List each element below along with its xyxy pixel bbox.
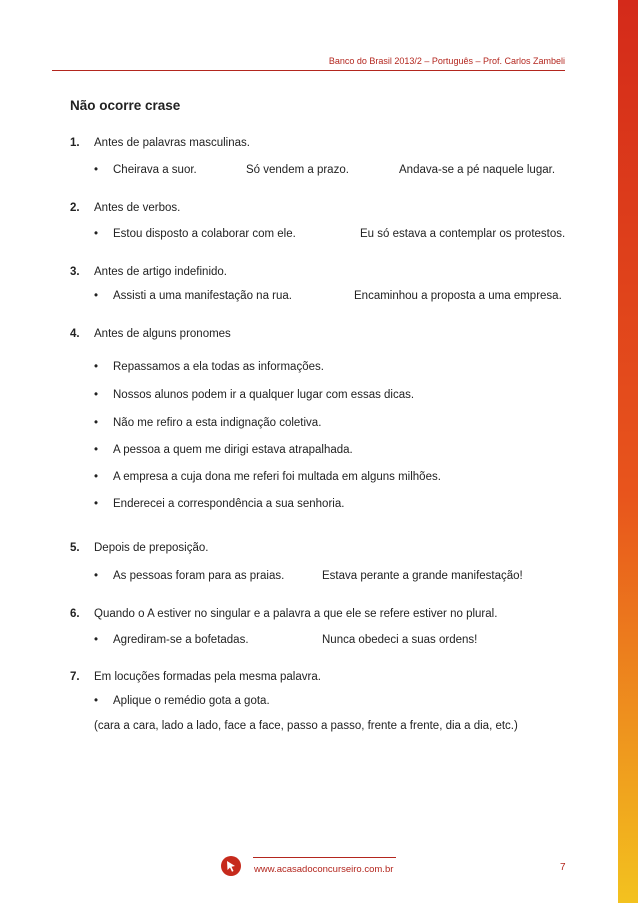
item-heading: Antes de palavras masculinas. bbox=[94, 137, 250, 149]
item-heading: Quando o A estiver no singular e a palavra a que ele se refere estiver no plural. bbox=[94, 608, 498, 620]
example-text: Repassamos a ela todas as informações. bbox=[113, 361, 324, 373]
item-number: 2. bbox=[70, 202, 80, 214]
example-text: Estava perante a grande manifestação! bbox=[322, 570, 523, 582]
bullet-icon: • bbox=[94, 164, 99, 176]
example-text: Aplique o remédio gota a gota. bbox=[113, 695, 270, 707]
example-text: Enderecei a correspondência a sua senhoria. bbox=[113, 498, 345, 510]
example-text: Eu só estava a contemplar os protestos. bbox=[360, 228, 566, 240]
example-text: Cheirava a suor. bbox=[113, 164, 197, 176]
example-text: Assisti a uma manifestação na rua. bbox=[113, 290, 292, 302]
item-number: 4. bbox=[70, 328, 80, 340]
item-number: 6. bbox=[70, 608, 80, 620]
item-number: 5. bbox=[70, 542, 80, 554]
bullet-icon: • bbox=[94, 634, 99, 646]
bullet-icon: • bbox=[94, 695, 99, 707]
example-text: Encaminhou a proposta a uma empresa. bbox=[354, 290, 562, 302]
bullet-icon: • bbox=[94, 361, 99, 373]
header-divider bbox=[52, 70, 565, 71]
item-number: 3. bbox=[70, 266, 80, 278]
item-number: 1. bbox=[70, 137, 80, 149]
example-text: Não me refiro a esta indignação coletiva. bbox=[113, 417, 322, 429]
bullet-icon: • bbox=[94, 570, 99, 582]
footer-url-link[interactable]: www.acasadoconcurseiro.com.br bbox=[254, 864, 394, 875]
bullet-icon: • bbox=[94, 389, 99, 401]
item-heading: Depois de preposição. bbox=[94, 542, 209, 554]
example-text: Agrediram-se a bofetadas. bbox=[113, 634, 249, 646]
item-heading: Em locuções formadas pela mesma palavra. bbox=[94, 671, 321, 683]
item-heading: Antes de artigo indefinido. bbox=[94, 266, 227, 278]
bullet-icon: • bbox=[94, 290, 99, 302]
example-text: Só vendem a prazo. bbox=[246, 164, 349, 176]
item-heading: Antes de verbos. bbox=[94, 202, 181, 214]
bullet-icon: • bbox=[94, 417, 99, 429]
bullet-icon: • bbox=[94, 444, 99, 456]
item-heading: Antes de alguns pronomes bbox=[94, 328, 231, 340]
example-text: Estou disposto a colaborar com ele. bbox=[113, 228, 296, 240]
example-text: Nunca obedeci a suas ordens! bbox=[322, 634, 478, 646]
example-text: A empresa a cuja dona me referi foi multada em alguns milhões. bbox=[113, 471, 441, 483]
side-color-bar bbox=[618, 0, 638, 903]
footer-divider bbox=[253, 857, 396, 858]
section-title: Não ocorre crase bbox=[70, 98, 181, 113]
bullet-icon: • bbox=[94, 228, 99, 240]
example-text: A pessoa a quem me dirigi estava atrapalhada. bbox=[113, 444, 353, 456]
example-text: As pessoas foram para as praias. bbox=[113, 570, 285, 582]
bullet-icon: • bbox=[94, 471, 99, 483]
running-header: Banco do Brasil 2013/2 – Português – Prof. Carlos Zambeli bbox=[328, 56, 565, 66]
example-note: (cara a cara, lado a lado, face a face, passo a passo, frente a frente, dia a dia, etc.) bbox=[94, 720, 518, 732]
item-number: 7. bbox=[70, 671, 80, 683]
example-text: Andava-se a pé naquele lugar. bbox=[399, 164, 556, 176]
bullet-icon: • bbox=[94, 498, 99, 510]
example-text: Nossos alunos podem ir a qualquer lugar com essas dicas. bbox=[113, 389, 415, 401]
house-cursor-logo-icon bbox=[221, 856, 241, 876]
page-number: 7 bbox=[560, 862, 566, 873]
